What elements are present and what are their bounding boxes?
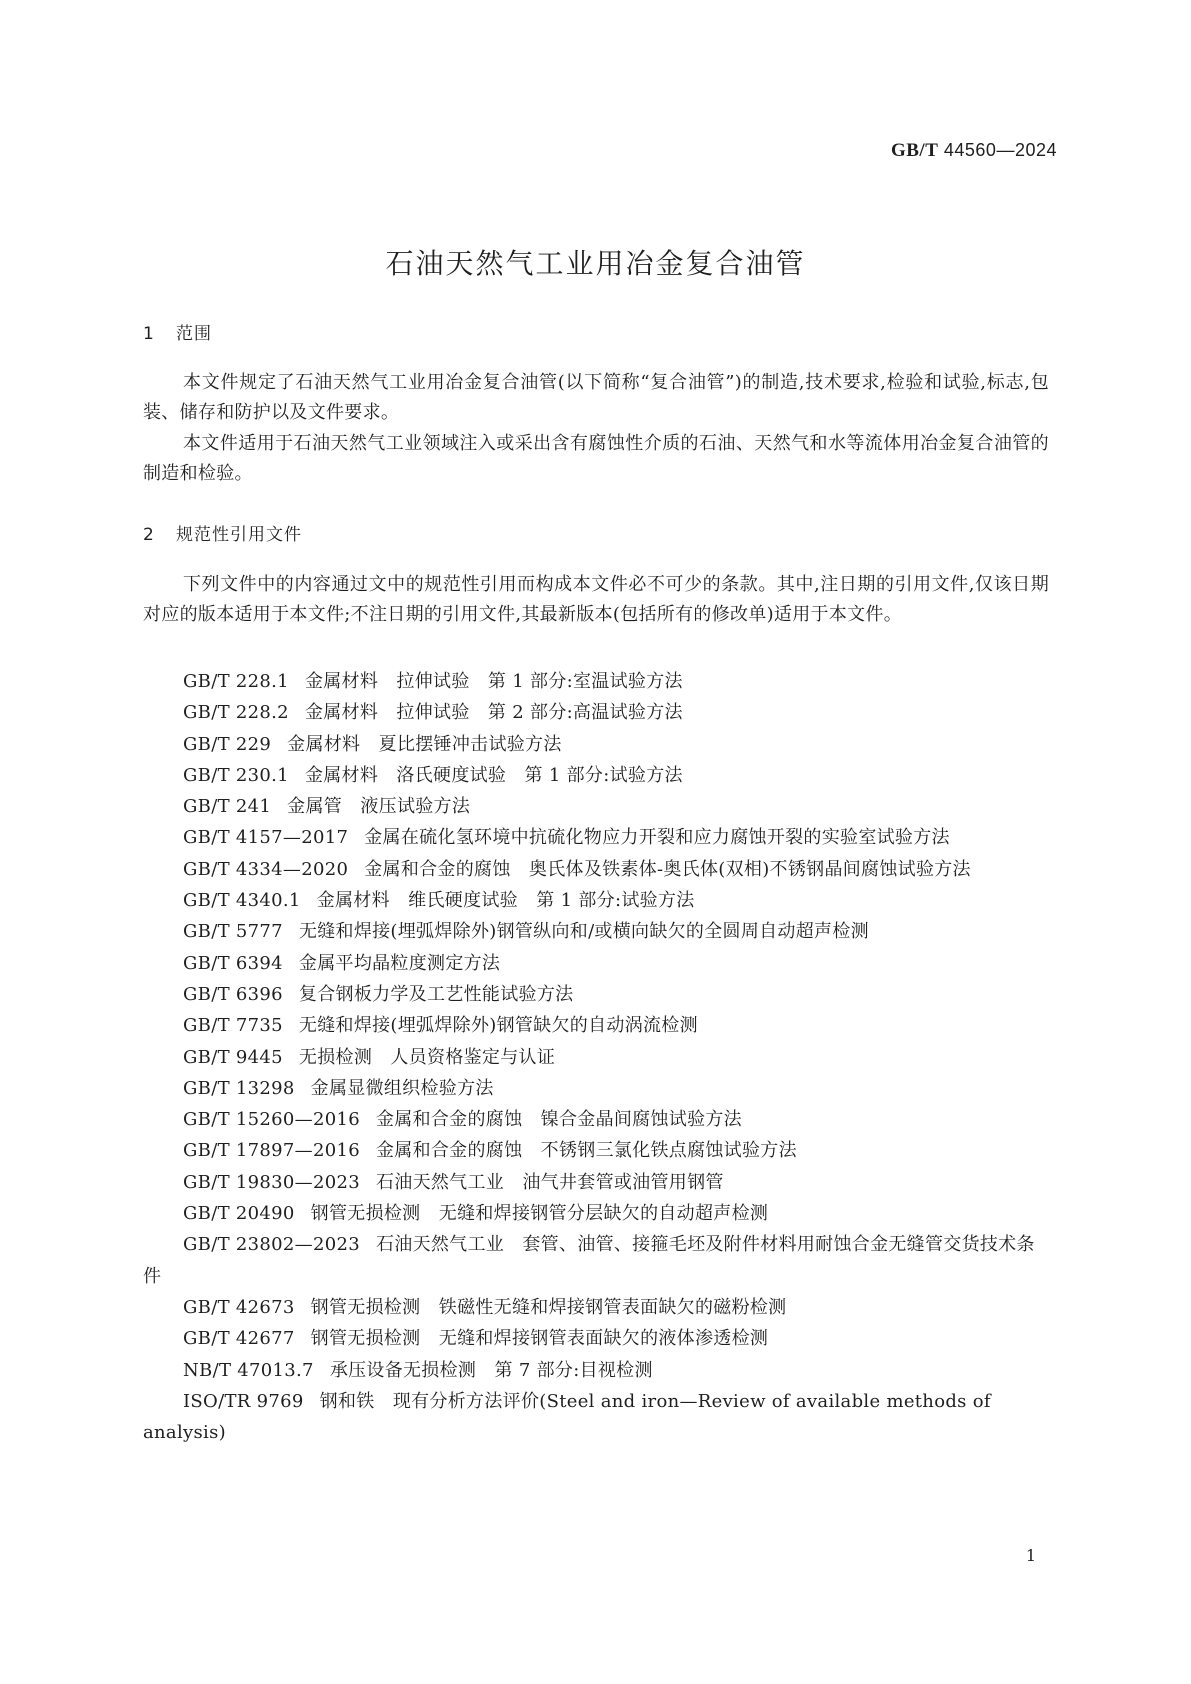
reference-code: GB/T 7735: [183, 1015, 283, 1037]
reference-title: 金属平均晶粒度测定方法: [298, 952, 501, 974]
reference-code: GB/T 4334—2020: [183, 858, 349, 880]
reference-code: GB/T 13298: [183, 1077, 295, 1099]
reference-item: [143, 1167, 1049, 1198]
page-number: 1: [1025, 1546, 1036, 1565]
reference-title: 钢管无损检测 铁磁性无缝和焊接钢管表面缺欠的磁粉检测: [310, 1296, 787, 1318]
reference-item: [143, 948, 1049, 979]
section-1-title: 范围: [176, 324, 212, 344]
reference-code: GB/T 23802—2023: [183, 1234, 360, 1256]
standard-number: [891, 140, 1057, 162]
reference-title: 金属材料 维氏硬度试验 第 1 部分:试验方法: [316, 890, 695, 912]
reference-code: NB/T 47013.7: [183, 1359, 314, 1381]
reference-item: [143, 885, 1049, 916]
reference-title: 金属在硫化氢环境中抗硫化物应力开裂和应力腐蚀开裂的实验室试验方法: [364, 827, 950, 849]
section-1-heading: [143, 319, 212, 344]
reference-item: [143, 1198, 1049, 1229]
reference-code: GB/T 6394: [183, 952, 283, 974]
reference-item: [143, 1323, 1049, 1354]
reference-title: 无缝和焊接(埋弧焊除外)钢管纵向和/或横向缺欠的全圆周自动超声检测: [298, 921, 869, 943]
reference-title: 金属材料 夏比摆锤冲击试验方法: [287, 733, 562, 755]
reference-item: [143, 1042, 1049, 1073]
reference-code: GB/T 19830—2023: [183, 1171, 360, 1193]
reference-item: [143, 1010, 1049, 1041]
reference-item: [143, 760, 1049, 791]
standard-prefix: GB/T: [890, 140, 939, 161]
reference-item: [143, 1135, 1049, 1166]
reference-code: GB/T 241: [183, 796, 272, 818]
reference-list: [143, 666, 1049, 1448]
reference-title: 无缝和焊接(埋弧焊除外)钢管缺欠的自动涡流检测: [298, 1015, 698, 1037]
reference-item: [143, 1355, 1049, 1386]
reference-item: [143, 854, 1049, 885]
reference-item: [143, 979, 1049, 1010]
reference-title: 金属和合金的腐蚀 奥氏体及铁素体-奥氏体(双相)不锈钢晶间腐蚀试验方法: [364, 858, 971, 880]
section-1-paragraph: 本文件规定了石油天然气工业用冶金复合油管(以下简称“复合油管”)的制造,技术要求,检验和试验,标志,包装、储存和防护以及文件要求。: [143, 372, 1049, 423]
reference-code: GB/T 230.1: [183, 764, 289, 786]
section-1-number: 1: [143, 324, 155, 344]
reference-code: GB/T 20490: [183, 1203, 295, 1225]
reference-code: GB/T 5777: [183, 921, 283, 943]
section-2-heading: [143, 520, 302, 545]
reference-item: [143, 822, 1049, 853]
reference-title: 钢管无损检测 无缝和焊接钢管表面缺欠的液体渗透检测: [310, 1328, 769, 1350]
reference-code: GB/T 229: [183, 733, 272, 755]
reference-code: GB/T 17897—2016: [183, 1140, 360, 1162]
reference-title: 金属管 液压试验方法: [287, 796, 471, 818]
reference-code: GB/T 4157—2017: [183, 827, 349, 849]
reference-code: GB/T 9445: [183, 1046, 283, 1068]
reference-item: [143, 1292, 1049, 1323]
reference-code: ISO/TR 9769: [183, 1390, 304, 1412]
reference-title: 金属材料 拉伸试验 第 2 部分:高温试验方法: [304, 702, 683, 724]
reference-title: 金属和合金的腐蚀 镍合金晶间腐蚀试验方法: [375, 1109, 742, 1131]
standard-code: 44560—2024: [943, 140, 1057, 160]
reference-code: GB/T 15260—2016: [183, 1109, 360, 1131]
reference-title: 钢和铁 现有分析方法评价(Steel and iron—Review of available methods of analysis): [143, 1390, 991, 1444]
section-2-title: 规范性引用文件: [176, 525, 302, 545]
reference-title: 无损检测 人员资格鉴定与认证: [298, 1046, 556, 1068]
reference-title: 复合钢板力学及工艺性能试验方法: [298, 983, 574, 1005]
reference-code: GB/T 6396: [183, 983, 283, 1005]
reference-title: 石油天然气工业 套管、油管、接箍毛坯及附件材料用耐蚀合金无缝管交货技术条件: [143, 1234, 1035, 1287]
reference-code: GB/T 4340.1: [183, 890, 301, 912]
reference-title: 石油天然气工业 油气井套管或油管用钢管: [375, 1171, 724, 1193]
reference-title: 钢管无损检测 无缝和焊接钢管分层缺欠的自动超声检测: [310, 1203, 769, 1225]
reference-code: GB/T 42677: [183, 1328, 295, 1350]
reference-title: 金属材料 洛氏硬度试验 第 1 部分:试验方法: [304, 764, 683, 786]
reference-code: GB/T 42673: [183, 1296, 295, 1318]
reference-item: [143, 729, 1049, 760]
section-1-paragraph: 本文件适用于石油天然气工业领域注入或采出含有腐蚀性介质的石油、天然气和水等流体用冶金复合油管的制造和检验。: [143, 433, 1049, 484]
reference-title: 承压设备无损检测 第 7 部分:目视检测: [329, 1359, 653, 1381]
reference-title: 金属显微组织检验方法: [310, 1077, 494, 1099]
document-title: 石油天然气工业用冶金复合油管: [385, 247, 806, 280]
reference-title: 金属和合金的腐蚀 不锈钢三氯化铁点腐蚀试验方法: [375, 1140, 797, 1162]
section-2-number: 2: [143, 525, 155, 545]
reference-item: [143, 1073, 1049, 1104]
reference-item: [143, 666, 1049, 697]
reference-title: 金属材料 拉伸试验 第 1 部分:室温试验方法: [304, 671, 683, 692]
reference-item: [143, 1104, 1049, 1135]
reference-item: [143, 697, 1049, 728]
reference-code: GB/T 228.1: [183, 671, 289, 692]
reference-item: [143, 791, 1049, 822]
section-2-intro: 下列文件中的内容通过文中的规范性引用而构成本文件必不可少的条款。其中,注日期的引用文件,仅该日期对应的版本适用于本文件;不注日期的引用文件,其最新版本(包括所有的修改单)适用于本文件。: [143, 574, 1049, 625]
reference-item: [143, 916, 1049, 947]
reference-item: [143, 1386, 1049, 1449]
reference-item: [143, 1229, 1049, 1292]
reference-code: GB/T 228.2: [183, 702, 289, 724]
